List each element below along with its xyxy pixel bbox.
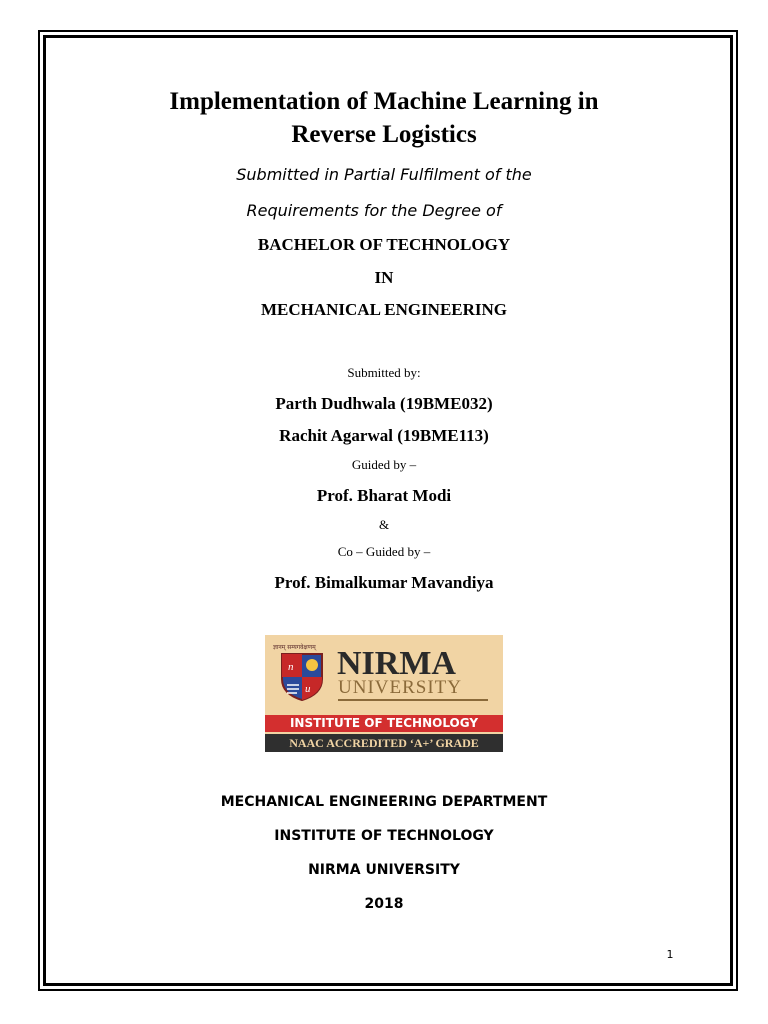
student-name-1: Parth Dudhwala (19BME032): [275, 394, 493, 413]
logo-hindi-tagline: ज्ञानम् सम्यगवेक्षणम्: [273, 644, 316, 651]
student-name-2: Rachit Agarwal (19BME113): [279, 426, 489, 445]
footer-year: 2018: [364, 896, 404, 912]
document-title-line1: Implementation of Machine Learning in: [169, 88, 599, 115]
logo-accreditation-ribbon: NAAC ACCREDITED ‘A+’ GRADE: [265, 734, 503, 752]
footer-university: NIRMA UNIVERSITY: [308, 862, 460, 878]
svg-text:n: n: [288, 661, 294, 673]
logo-underline: [338, 699, 488, 701]
footer-institute: INSTITUTE OF TECHNOLOGY: [274, 828, 494, 844]
co-guided-by-label: Co – Guided by –: [337, 544, 431, 559]
logo-university-word: UNIVERSITY: [338, 677, 462, 698]
svg-text:u: u: [305, 683, 311, 695]
logo-brand-name: NIRMA: [337, 645, 456, 682]
ampersand: &: [378, 517, 390, 532]
logo-institute-ribbon: INSTITUTE OF TECHNOLOGY: [265, 715, 503, 732]
page-number: 1: [666, 948, 674, 961]
guided-by-label: Guided by –: [351, 457, 417, 472]
branch-name: MECHANICAL ENGINEERING: [260, 300, 508, 319]
footer-department: MECHANICAL ENGINEERING DEPARTMENT: [220, 794, 548, 810]
degree-name: BACHELOR OF TECHNOLOGY: [257, 235, 511, 254]
degree-in: IN: [374, 268, 394, 287]
document-title-line2: Reverse Logistics: [291, 121, 477, 148]
co-guide-name: Prof. Bimalkumar Mavandiya: [274, 573, 494, 592]
university-crest-icon: [279, 651, 325, 701]
nirma-university-logo: [265, 635, 503, 752]
submitted-by-label: Submitted by:: [347, 365, 421, 380]
subtitle-line2: Requirements for the Degree of: [246, 201, 502, 220]
subtitle-line1: Submitted in Partial Fulfilment of the: [236, 165, 532, 184]
guide-name: Prof. Bharat Modi: [316, 486, 452, 505]
